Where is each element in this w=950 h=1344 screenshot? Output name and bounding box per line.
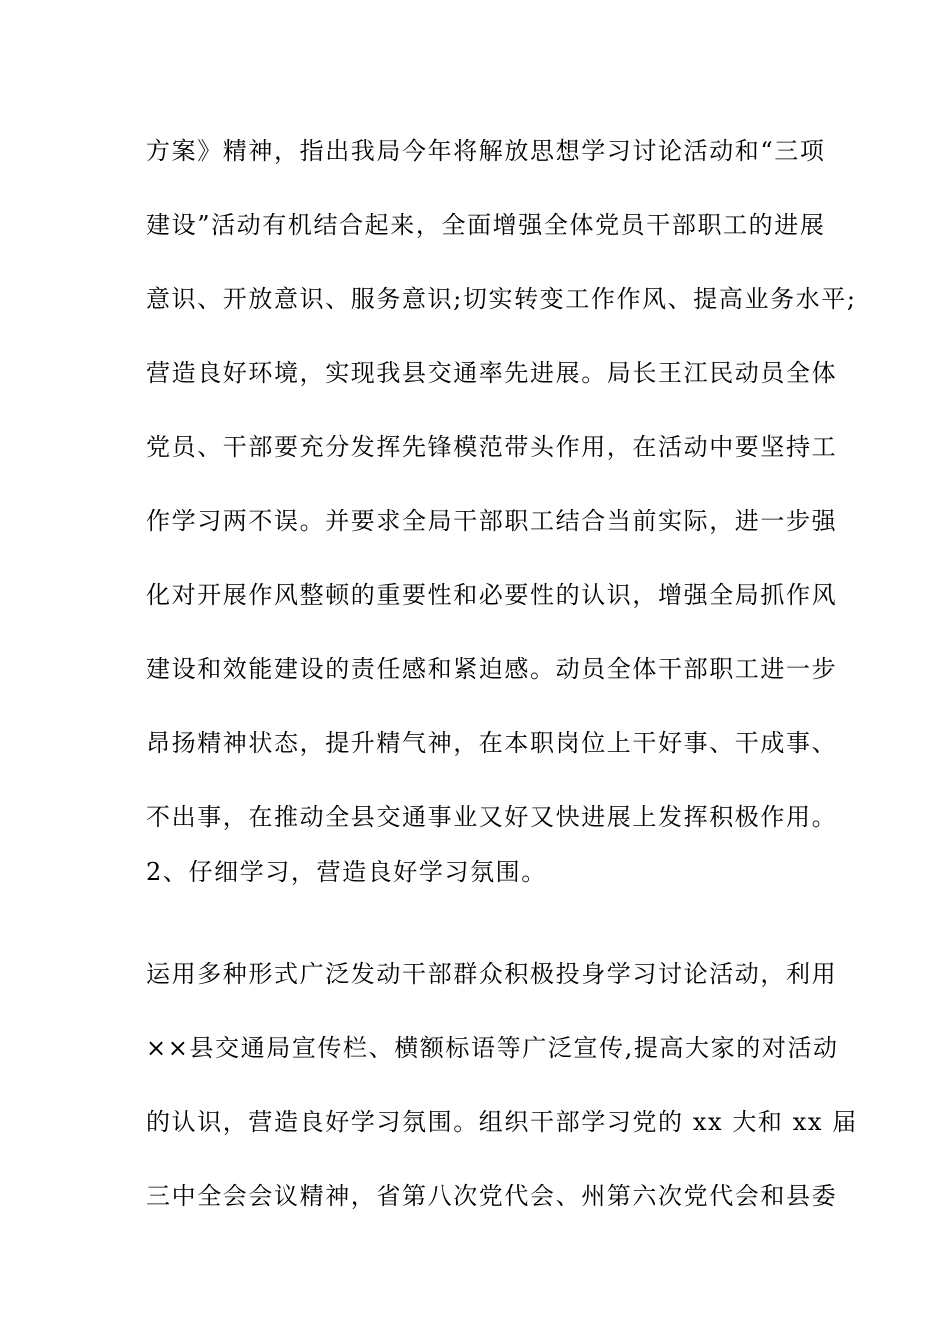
text-line: 党员、干部要充分发挥先锋模范带头作用，在活动中要坚持工 <box>146 433 838 461</box>
text-line: 意识、开放意识、服务意识;切实转变工作作风、提高业务水平; <box>146 285 857 313</box>
text-line: 营造良好环境，实现我县交通率先进展。局长王江民动员全体 <box>146 359 838 387</box>
text-line: 建设”活动有机结合起来，全面增强全体党员干部职工的进展 <box>146 211 826 239</box>
text-line: 化对开展作风整顿的重要性和必要性的认识，增强全局抓作风 <box>146 581 838 609</box>
text-line: 昂扬精神状态，提升精气神，在本职岗位上干好事、干成事、 <box>146 729 838 757</box>
text-line: 不出事，在推动全县交通事业又好又快进展上发挥积极作用。 <box>146 803 838 831</box>
text-line: 运用多种形式广泛发动干部群众积极投身学习讨论活动，利用 <box>146 960 838 988</box>
section-heading: 2、仔细学习，营造良好学习氛围。 <box>146 858 547 886</box>
text-line: 三中全会会议精神，省第八次党代会、州第六次党代会和县委 <box>146 1182 838 1210</box>
text-line: 方案》精神，指出我局今年将解放思想学习讨论活动和“三项 <box>146 137 826 165</box>
text-line: 作学习两不误。并要求全局干部职工结合当前实际，进一步强 <box>146 507 838 535</box>
text-line: ××县交通局宣传栏、横额标语等广泛宣传,提高大家的对活动 <box>146 1034 839 1062</box>
text-line: 建设和效能建设的责任感和紧迫感。动员全体干部职工进一步 <box>146 655 838 683</box>
text-line: 的认识，营造良好学习氛围。组织干部学习党的 xx 大和 xx 届 <box>146 1108 858 1136</box>
